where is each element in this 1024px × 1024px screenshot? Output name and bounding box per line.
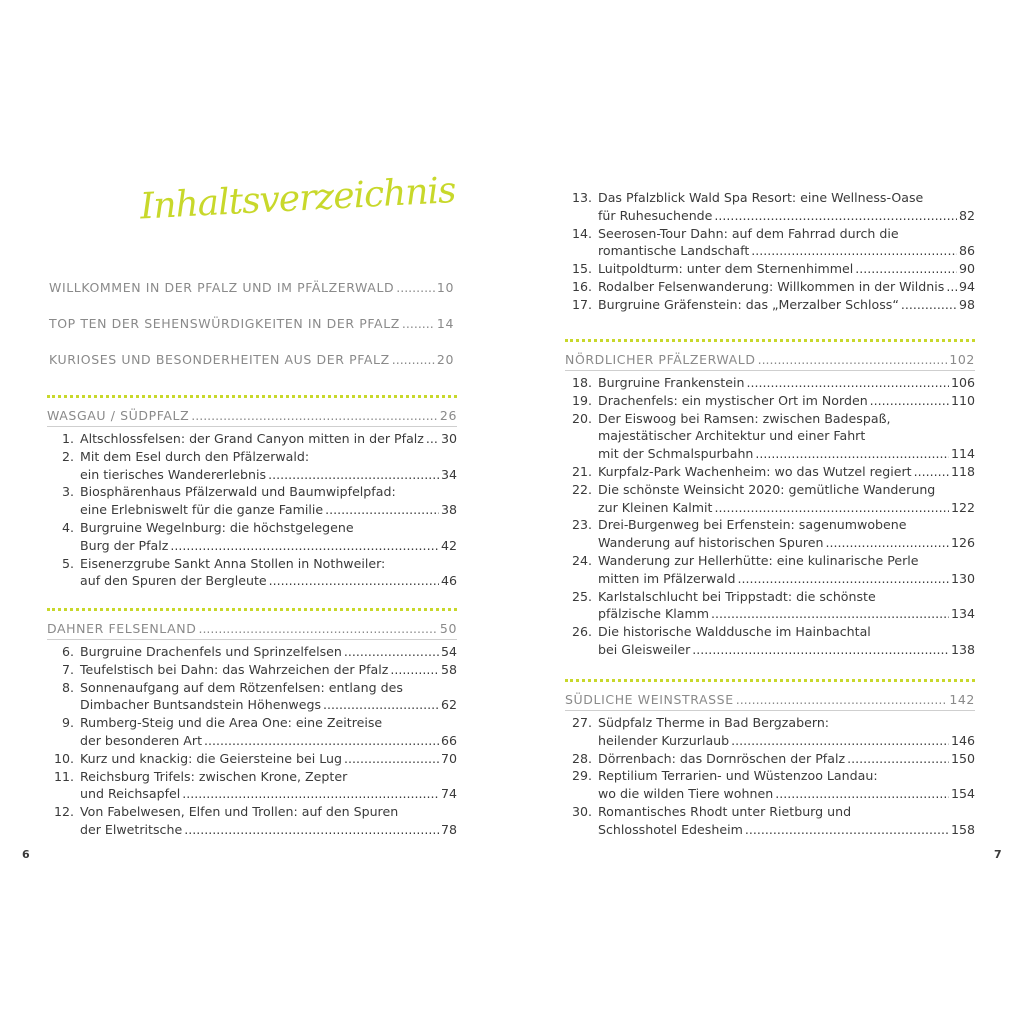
- dot-leader: [745, 821, 949, 839]
- entry-body: [80, 768, 457, 804]
- entry-body: [598, 714, 975, 750]
- entry-body: [598, 750, 975, 768]
- toc-entry: [47, 555, 457, 591]
- entry-last-line: [598, 499, 975, 517]
- section-heading: [47, 408, 457, 427]
- main-entry-label: TOP TEN DER SEHENSWÜRDIGKEITEN IN DER PFALZ: [49, 316, 400, 331]
- entry-body: [80, 448, 457, 484]
- dot-leader: [204, 732, 439, 750]
- toc-entry: [47, 643, 457, 661]
- entry-page: 154: [950, 786, 975, 802]
- entry-last-line: [80, 501, 457, 519]
- section-noerdlicher-pfaelzerwald: [565, 339, 975, 659]
- entry-body: [80, 555, 457, 591]
- dot-leader: [755, 445, 949, 463]
- section-continued: [565, 189, 975, 314]
- entry-last-line: [598, 278, 975, 296]
- section-heading-label: SÜDLICHE WEINSTRASSE: [565, 692, 734, 707]
- entry-body: [598, 588, 975, 624]
- entry-text-line: Biosphärenhaus Pfälzerwald und Baumwipfelpfad:: [80, 484, 396, 500]
- dot-leader: [736, 692, 948, 707]
- dot-leader: [758, 352, 948, 367]
- section-dahner-felsenland: [47, 608, 457, 839]
- dot-leader: [182, 785, 439, 803]
- entry-page: 46: [440, 573, 457, 589]
- entry-body: [598, 623, 975, 659]
- dot-leader: [746, 374, 948, 392]
- entry-number: 14.: [571, 225, 592, 241]
- entry-last-line: [598, 605, 975, 623]
- entry-last-line: [80, 643, 457, 661]
- entry-text-line: Burgruine Drachenfels und Sprinzelfelsen: [80, 644, 342, 659]
- entry-number: 1.: [61, 431, 74, 446]
- entry-number: 24.: [571, 552, 592, 568]
- dot-leader: [325, 501, 439, 519]
- section-separator: [47, 608, 457, 611]
- entry-text-line: mit der Schmalspurbahn: [598, 446, 754, 462]
- entry-last-line: [598, 392, 975, 410]
- entry-last-line: [80, 696, 457, 714]
- dot-leader: [751, 242, 957, 260]
- entry-number: 23.: [571, 517, 592, 533]
- entry-text-line: Burg der Pfalz: [80, 537, 169, 553]
- entry-number: 18.: [571, 375, 592, 390]
- entry-number: 8.: [61, 679, 74, 695]
- entry-number: 19.: [571, 392, 592, 408]
- entry-body: [598, 189, 975, 225]
- entry-text-line: Von Fabelwesen, Elfen und Trollen: auf den Spuren: [80, 804, 399, 820]
- dot-leader: [775, 785, 949, 803]
- entry-text-line: Drachenfels: ein mystischer Ort im Norden: [598, 392, 868, 408]
- entry-number: 29.: [571, 768, 592, 784]
- entry-number: 26.: [571, 624, 592, 640]
- entry-number: 21.: [571, 463, 592, 479]
- entry-text-line: Dimbacher Buntsandstein Höhenwegs: [80, 697, 322, 713]
- entry-number: 27.: [571, 715, 592, 730]
- dot-leader: [914, 463, 949, 481]
- entry-text-line: majestätischer Architektur und einer Fahrt: [598, 428, 866, 444]
- entry-last-line: [80, 537, 457, 555]
- entry-page: 110: [950, 392, 975, 408]
- entry-text-line: ein tierisches Wandererlebnis: [80, 466, 267, 482]
- dot-leader: [344, 643, 439, 661]
- entry-body: [80, 714, 457, 750]
- entry-page: 66: [440, 732, 457, 748]
- entry-body: [598, 767, 975, 803]
- entry-page: 62: [440, 697, 457, 713]
- entry-text-line: Drei-Burgenweg bei Erfenstein: sagenumwobene: [598, 517, 907, 533]
- entry-last-line: [598, 821, 975, 839]
- entry-page: 98: [958, 296, 975, 312]
- section-separator: [47, 395, 457, 398]
- entry-text-line: Seerosen-Tour Dahn: auf dem Fahrrad durch die: [598, 225, 899, 241]
- toc-entry: [47, 679, 457, 715]
- entry-body: [80, 661, 457, 679]
- entry-page: 90: [958, 261, 975, 277]
- toc-entry: [47, 483, 457, 519]
- right-page: [512, 0, 1024, 1024]
- entry-page: 126: [950, 535, 975, 551]
- entry-number: 11.: [53, 768, 74, 784]
- entry-text-line: Altschlossfelsen: der Grand Canyon mitten in der Pfalz: [80, 431, 424, 446]
- dot-leader: [946, 278, 957, 296]
- toc-entry: [565, 260, 975, 278]
- section-wasgau: [47, 395, 457, 590]
- dot-leader: [855, 260, 957, 278]
- dot-leader: [191, 408, 438, 423]
- entry-number: 2.: [61, 448, 74, 464]
- toc-entry: [565, 374, 975, 392]
- entry-page: 114: [950, 446, 975, 462]
- toc-entry: [47, 750, 457, 768]
- toc-entry: [565, 410, 975, 463]
- dot-leader: [714, 499, 949, 517]
- entry-text-line: für Ruhesuchende: [598, 207, 713, 223]
- dot-leader: [847, 750, 949, 768]
- main-entry: [49, 280, 454, 295]
- dot-leader: [714, 207, 957, 225]
- entry-text-line: Mit dem Esel durch den Pfälzerwald:: [80, 448, 310, 464]
- entry-body: [598, 481, 975, 517]
- entry-number: 25.: [571, 588, 592, 604]
- page-number-right: 7: [994, 848, 1002, 861]
- entry-last-line: [598, 534, 975, 552]
- toc-title: Inhaltsverzeichnis: [139, 170, 457, 228]
- entry-text-line: Das Pfalzblick Wald Spa Resort: eine Wellness-Oase: [598, 190, 924, 205]
- entry-page: 122: [950, 499, 975, 515]
- toc-entry: [47, 803, 457, 839]
- entry-text-line: zur Kleinen Kalmit: [598, 499, 713, 515]
- entry-body: [598, 552, 975, 588]
- entry-text-line: Die historische Walddusche im Hainbachtal: [598, 624, 871, 640]
- entry-number: 22.: [571, 481, 592, 497]
- dot-leader: [711, 605, 949, 623]
- main-entry: [49, 316, 454, 331]
- dot-leader: [870, 392, 949, 410]
- entry-text-line: der Elwetritsche: [80, 821, 183, 837]
- entry-page: 146: [950, 732, 975, 748]
- main-entry-label: WILLKOMMEN IN DER PFALZ UND IM PFÄLZERWALD: [49, 280, 395, 295]
- entry-body: [598, 296, 975, 314]
- entry-text-line: der besonderen Art: [80, 732, 203, 748]
- entry-text-line: Eisenerzgrube Sankt Anna Stollen in Nothweiler:: [80, 555, 386, 571]
- entry-text-line: Teufelstisch bei Dahn: das Wahrzeichen der Pfalz: [80, 661, 389, 677]
- toc-entry: [565, 225, 975, 261]
- dot-leader: [198, 621, 437, 636]
- entry-number: 17.: [571, 296, 592, 312]
- entry-text-line: heilender Kurzurlaub: [598, 732, 730, 748]
- dot-leader: [392, 352, 435, 367]
- section-heading: [565, 352, 975, 371]
- entry-text-line: Wanderung auf historischen Spuren: [598, 535, 824, 551]
- entry-page: 70: [440, 750, 457, 766]
- dot-leader: [396, 280, 435, 295]
- section-heading-page: 50: [439, 621, 457, 636]
- main-entry: [49, 352, 454, 367]
- toc-entry: [565, 278, 975, 296]
- entry-text-line: Romantisches Rhodt unter Rietburg und: [598, 803, 852, 819]
- entry-body: [80, 803, 457, 839]
- entry-last-line: [80, 732, 457, 750]
- toc-entry: [47, 448, 457, 484]
- toc-entry: [565, 189, 975, 225]
- entry-text-line: bei Gleisweiler: [598, 641, 691, 657]
- toc-entry: [565, 767, 975, 803]
- entry-number: 12.: [53, 804, 74, 820]
- entry-text-line: mitten im Pfälzerwald: [598, 570, 736, 586]
- entry-page: 58: [440, 661, 457, 677]
- toc-entry: [565, 392, 975, 410]
- dot-leader: [692, 641, 949, 659]
- entry-page: 30: [440, 431, 457, 446]
- entry-text-line: Der Eiswoog bei Ramsen: zwischen Badespaß,: [598, 410, 891, 426]
- toc-entry: [565, 481, 975, 517]
- dot-leader: [390, 661, 439, 679]
- entry-number: 4.: [61, 519, 74, 535]
- toc-entry: [565, 623, 975, 659]
- toc-entry: [565, 516, 975, 552]
- entry-body: [598, 260, 975, 278]
- entry-text-line: Sonnenaufgang auf dem Rötzenfelsen: entlang des: [80, 679, 403, 695]
- dot-leader: [826, 534, 949, 552]
- entry-last-line: [598, 374, 975, 392]
- section-separator: [565, 339, 975, 342]
- toc-entry: [565, 714, 975, 750]
- page-number-left: 6: [22, 848, 30, 861]
- toc-entry: [565, 463, 975, 481]
- entry-last-line: [80, 430, 457, 448]
- entry-body: [80, 483, 457, 519]
- section-heading: [565, 692, 975, 711]
- toc-entry: [565, 588, 975, 624]
- main-entry-page: 10: [436, 280, 454, 295]
- main-entry-page: 20: [436, 352, 454, 367]
- entry-text-line: Rumberg-Steig und die Area One: eine Zeitreise: [80, 715, 383, 731]
- entry-body: [598, 410, 975, 463]
- entry-body: [80, 430, 457, 448]
- entry-text-line: Luitpoldturm: unter dem Sternenhimmel: [598, 261, 854, 277]
- toc-entry: [47, 661, 457, 679]
- entry-body: [598, 463, 975, 481]
- entry-number: 13.: [571, 190, 592, 205]
- entry-last-line: [598, 750, 975, 768]
- toc-entry: [47, 768, 457, 804]
- entry-number: 6.: [61, 644, 74, 659]
- entry-last-line: [80, 466, 457, 484]
- entry-text-line: Burgruine Gräfenstein: das „Merzalber Schloss“: [598, 296, 899, 312]
- entry-text-line: und Reichsapfel: [80, 786, 181, 802]
- entry-body: [80, 643, 457, 661]
- entry-body: [598, 225, 975, 261]
- entry-text-line: Burgruine Frankenstein: [598, 375, 745, 390]
- entry-number: 28.: [571, 750, 592, 766]
- entry-last-line: [598, 463, 975, 481]
- dot-leader: [737, 570, 949, 588]
- entry-text-line: auf den Spuren der Bergleute: [80, 573, 267, 589]
- entry-page: 54: [440, 644, 457, 659]
- dot-leader: [323, 696, 439, 714]
- entry-body: [80, 750, 457, 768]
- section-heading-page: 102: [949, 352, 975, 367]
- entry-text-line: Karlstalschlucht bei Trippstadt: die schönste: [598, 588, 876, 604]
- entry-body: [598, 392, 975, 410]
- dot-leader: [402, 316, 435, 331]
- entry-last-line: [80, 572, 457, 590]
- entry-text-line: Wanderung zur Hellerhütte: eine kulinarische Perle: [598, 552, 919, 568]
- entry-number: 20.: [571, 410, 592, 426]
- entry-page: 138: [950, 641, 975, 657]
- toc-entry: [565, 803, 975, 839]
- dot-leader: [268, 466, 439, 484]
- toc-entry: [565, 552, 975, 588]
- toc-entry: [565, 750, 975, 768]
- entry-text-line: Kurpfalz-Park Wachenheim: wo das Wutzel regiert: [598, 463, 912, 479]
- toc-entry: [47, 714, 457, 750]
- entry-text-line: Burgruine Wegelnburg: die höchstgelegene: [80, 519, 354, 535]
- section-heading-label: DAHNER FELSENLAND: [47, 621, 197, 636]
- entry-number: 15.: [571, 261, 592, 277]
- entry-page: 106: [950, 375, 975, 390]
- entry-page: 82: [958, 207, 975, 223]
- entry-page: 134: [950, 606, 975, 622]
- entry-body: [598, 374, 975, 392]
- entry-last-line: [598, 242, 975, 260]
- entry-last-line: [598, 296, 975, 314]
- entry-page: 130: [950, 570, 975, 586]
- entry-text-line: wo die wilden Tiere wohnen: [598, 786, 774, 802]
- entry-number: 30.: [571, 803, 592, 819]
- dot-leader: [184, 821, 439, 839]
- section-suedliche-weinstrasse: [565, 679, 975, 839]
- entry-body: [80, 519, 457, 555]
- entry-last-line: [598, 641, 975, 659]
- dot-leader: [344, 750, 439, 768]
- dot-leader: [269, 572, 439, 590]
- toc-entry: [47, 430, 457, 448]
- entry-number: 7.: [61, 661, 74, 677]
- entry-text-line: pfälzische Klamm: [598, 606, 709, 622]
- entry-text-line: romantische Landschaft: [598, 243, 750, 259]
- entry-last-line: [598, 732, 975, 750]
- entry-page: 150: [950, 750, 975, 766]
- entry-number: 10.: [53, 750, 74, 766]
- entry-body: [598, 278, 975, 296]
- entry-body: [80, 679, 457, 715]
- entry-number: 16.: [571, 278, 592, 294]
- section-heading-page: 142: [949, 692, 975, 707]
- main-entry-label: KURIOSES UND BESONDERHEITEN AUS DER PFALZ: [49, 352, 390, 367]
- entry-last-line: [80, 750, 457, 768]
- section-heading: [47, 621, 457, 640]
- entry-text-line: Rodalber Felsenwanderung: Willkommen in der Wildnis: [598, 278, 945, 294]
- entry-page: 78: [440, 821, 457, 837]
- entry-page: 158: [950, 821, 975, 837]
- entry-last-line: [598, 785, 975, 803]
- dot-leader: [426, 430, 439, 448]
- entry-last-line: [80, 661, 457, 679]
- entry-page: 94: [958, 278, 975, 294]
- entry-last-line: [80, 821, 457, 839]
- entry-page: 86: [958, 243, 975, 259]
- toc-entry: [565, 296, 975, 314]
- entry-text-line: Südpfalz Therme in Bad Bergzabern:: [598, 715, 830, 730]
- dot-leader: [170, 537, 439, 555]
- toc-entry: [47, 519, 457, 555]
- entry-page: 34: [440, 466, 457, 482]
- entry-last-line: [598, 260, 975, 278]
- section-heading-label: NÖRDLICHER PFÄLZERWALD: [565, 352, 756, 367]
- entry-text-line: Schlosshotel Edesheim: [598, 821, 743, 837]
- section-heading-label: WASGAU / SÜDPFALZ: [47, 408, 190, 423]
- dot-leader: [901, 296, 957, 314]
- entry-number: 5.: [61, 555, 74, 571]
- entry-page: 42: [440, 537, 457, 553]
- entry-last-line: [598, 207, 975, 225]
- entry-text-line: eine Erlebniswelt für die ganze Familie: [80, 502, 324, 518]
- entry-text-line: Reptilium Terrarien- und Wüstenzoo Landau:: [598, 768, 878, 784]
- entry-number: 3.: [61, 484, 74, 500]
- dot-leader: [731, 732, 949, 750]
- entry-text-line: Dörrenbach: das Dornröschen der Pfalz: [598, 750, 846, 766]
- entry-last-line: [80, 785, 457, 803]
- section-separator: [565, 679, 975, 682]
- entry-text-line: Reichsburg Trifels: zwischen Krone, Zepter: [80, 768, 348, 784]
- entry-page: 118: [950, 463, 975, 479]
- entry-body: [598, 516, 975, 552]
- entry-page: 74: [440, 786, 457, 802]
- entry-body: [598, 803, 975, 839]
- entry-page: 38: [440, 502, 457, 518]
- entry-last-line: [598, 570, 975, 588]
- entry-text-line: Kurz und knackig: die Geiersteine bei Lug: [80, 750, 342, 766]
- entry-number: 9.: [61, 715, 74, 731]
- section-heading-page: 26: [439, 408, 457, 423]
- entry-last-line: [598, 445, 975, 463]
- entry-text-line: Die schönste Weinsicht 2020: gemütliche Wanderung: [598, 481, 936, 497]
- main-entry-page: 14: [436, 316, 454, 331]
